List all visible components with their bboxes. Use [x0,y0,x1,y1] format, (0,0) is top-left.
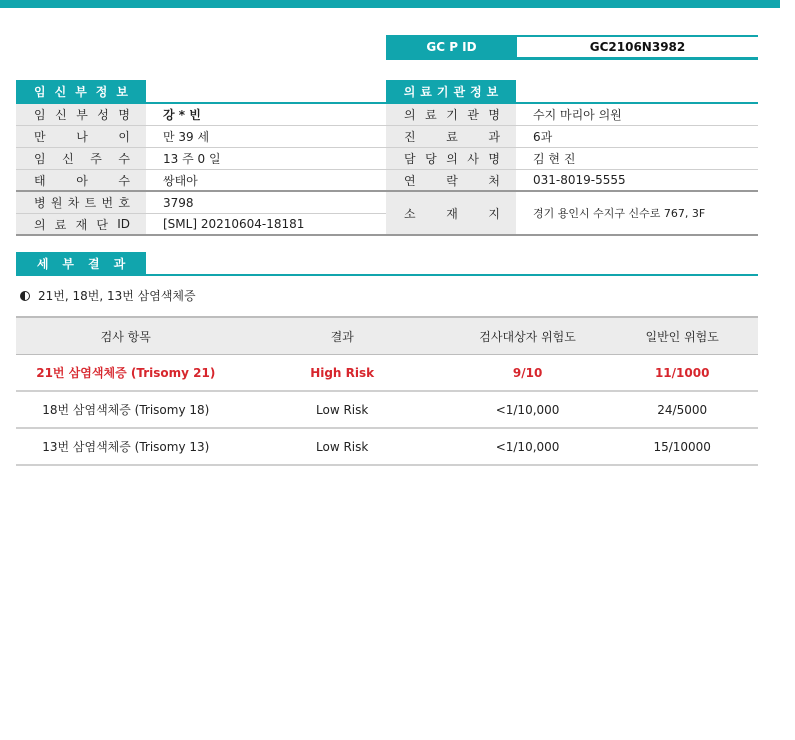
hospital-info-header [386,80,758,104]
table-row [16,428,758,465]
hospital-info-title: 의료기관정보 [386,80,516,102]
column-header-result: 결과 [236,317,449,355]
column-header-item: 검사 항목 [16,317,236,355]
cell-item: 21번 삼염색체증 (Trisomy 21) [16,355,236,392]
field-value: 김 현 진 [533,152,576,166]
pregnant-info-table [16,104,386,236]
field-label: 태 아 수 [16,170,146,190]
info-row-address [386,192,758,236]
address-value: 경기 용인시 수지구 신수로 767, 3F [533,207,706,220]
gcp-id-value: GC2106N3982 [589,40,686,54]
column-header-subject-risk: 검사대상자 위험도 [449,317,607,355]
info-row [16,170,386,192]
table-row [16,355,758,392]
cell-general-risk: 24/5000 [606,391,758,428]
field-value: [SML] 20210604-18181 [163,217,305,231]
cell-subject-risk: <1/10,000 [449,428,607,465]
field-label: 진 료 과 [386,126,516,147]
cell-subject-risk: 9/10 [449,355,607,392]
field-label: 연 락 처 [386,170,516,190]
results-table [16,316,758,466]
pregnant-info-header [16,80,386,104]
pregnant-info-title: 임신부정보 [16,80,146,102]
field-label: 만 나 이 [16,126,146,147]
cell-subject-risk: <1/10,000 [449,391,607,428]
field-value: 수지 마리아 의원 [533,108,622,122]
cell-general-risk: 11/1000 [606,355,758,392]
cell-general-risk: 15/10000 [606,428,758,465]
info-row [16,192,386,214]
info-row [16,214,386,236]
info-row [16,104,386,126]
gcp-id-box [386,35,758,60]
info-row [386,126,758,148]
cell-result: High Risk [236,355,449,392]
field-label: 임 신 주 수 [16,148,146,169]
column-header-general-risk: 일반인 위험도 [606,317,758,355]
field-value: 6과 [533,130,553,144]
info-row [16,148,386,170]
field-label: 의 료 재 단 ID [16,214,146,234]
field-value: 3798 [163,195,194,210]
table-row [16,391,758,428]
field-label: 소 재 지 [386,192,516,234]
field-value: 13 주 0 일 [163,152,221,166]
half-circle-icon [20,291,30,301]
hospital-info-table [386,104,758,236]
field-label: 병 원 차 트 번 호 [16,192,146,213]
cell-result: Low Risk [236,391,449,428]
info-row [386,170,758,192]
field-label: 의 료 기 관 명 [386,104,516,125]
info-row [16,126,386,148]
field-label: 담 당 의 사 명 [386,148,516,169]
info-row [386,104,758,126]
field-value: 쌍태아 [163,173,198,188]
results-header [16,252,758,276]
field-value: 031-8019-5555 [533,173,626,187]
results-title: 세부결과 [16,252,146,274]
info-row [386,148,758,170]
cell-item: 13번 삼염색체증 (Trisomy 13) [16,428,236,465]
cell-result: Low Risk [236,428,449,465]
field-value: 강 * 빈 [163,108,201,122]
field-value: 만 39 세 [163,130,210,144]
top-accent-bar [0,0,780,8]
cell-item: 18번 삼염색체증 (Trisomy 18) [16,391,236,428]
results-subtitle-text: 21번, 18번, 13번 삼염색체증 [38,289,196,303]
field-label: 임 신 부 성 명 [16,104,146,125]
results-table-header-row [16,317,758,355]
results-subtitle [20,287,196,304]
gcp-id-label: GC P ID [386,37,517,57]
